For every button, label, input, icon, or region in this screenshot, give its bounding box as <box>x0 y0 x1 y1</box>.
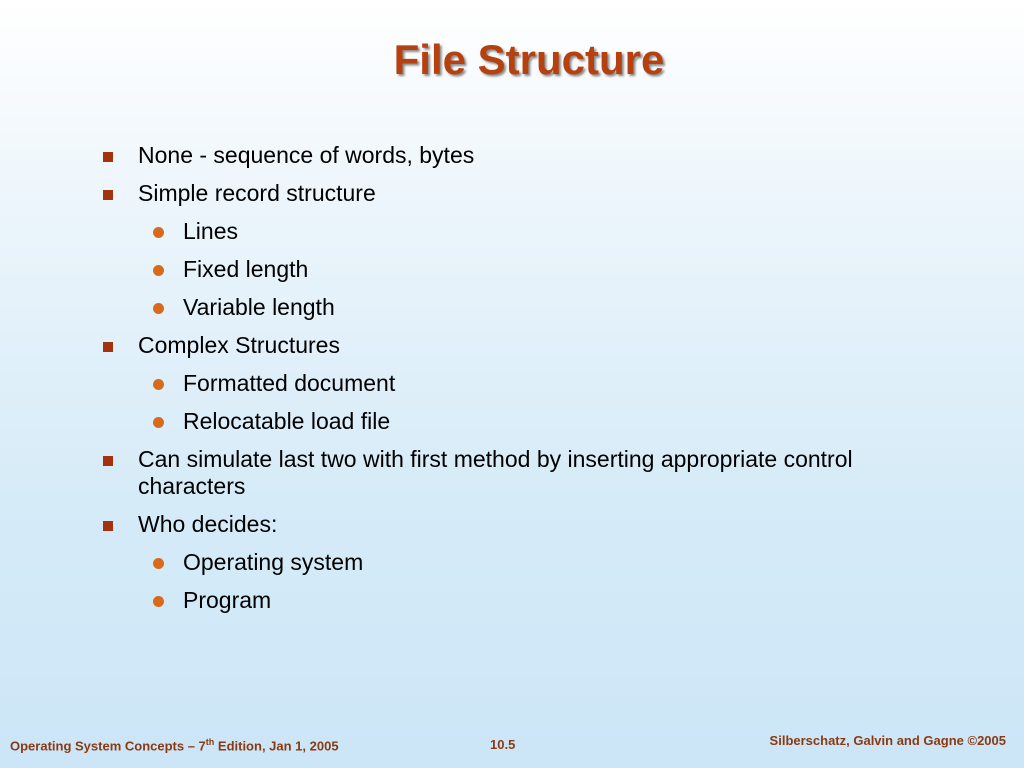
footer-copyright: Silberschatz, Galvin and Gagne ©2005 <box>769 733 1006 748</box>
list-item-text: Program <box>183 587 272 613</box>
list-item-text: Variable length <box>183 294 335 320</box>
footer-book-title <box>10 737 339 753</box>
round-bullet-icon <box>153 558 164 569</box>
list-item <box>100 256 900 283</box>
list-item-text: Lines <box>183 218 238 244</box>
list-item <box>100 587 900 614</box>
square-bullet-icon <box>103 152 113 162</box>
square-bullet-icon <box>103 342 113 352</box>
round-bullet-icon <box>153 303 164 314</box>
list-item <box>100 446 900 500</box>
list-item-text: Can simulate last two with first method by inserting appropriate control characters <box>138 446 853 499</box>
page-number: 10.5 <box>490 737 516 752</box>
slide-footer <box>0 728 1024 768</box>
list-item <box>100 370 900 397</box>
round-bullet-icon <box>153 265 164 276</box>
footer-book-title-prefix: Operating System Concepts – 7 <box>10 738 206 754</box>
bullet-list <box>100 142 900 625</box>
footer-book-title-superscript: th <box>205 737 215 747</box>
list-item <box>100 294 900 321</box>
round-bullet-icon <box>153 227 164 238</box>
list-item <box>100 142 900 169</box>
list-item <box>100 180 900 207</box>
list-item-text: None - sequence of words, bytes <box>138 142 475 168</box>
list-item-text: Who decides: <box>138 511 278 537</box>
list-item-text: Operating system <box>183 549 364 575</box>
round-bullet-icon <box>153 596 164 607</box>
list-item <box>100 332 900 359</box>
list-item <box>100 511 900 538</box>
slide-title: File Structure <box>393 36 665 83</box>
list-item-text: Fixed length <box>183 256 309 282</box>
list-item-text: Complex Structures <box>138 332 340 358</box>
list-item-text: Formatted document <box>183 370 396 396</box>
footer-book-title-suffix: Edition, Jan 1, 2005 <box>214 738 339 754</box>
square-bullet-icon <box>103 456 113 466</box>
list-item <box>100 549 900 576</box>
square-bullet-icon <box>103 521 113 531</box>
list-item <box>100 408 900 435</box>
list-item-text: Simple record structure <box>138 180 376 206</box>
round-bullet-icon <box>153 417 164 428</box>
list-item-text: Relocatable load file <box>183 408 391 434</box>
square-bullet-icon <box>103 190 113 200</box>
round-bullet-icon <box>153 379 164 390</box>
list-item <box>100 218 900 245</box>
